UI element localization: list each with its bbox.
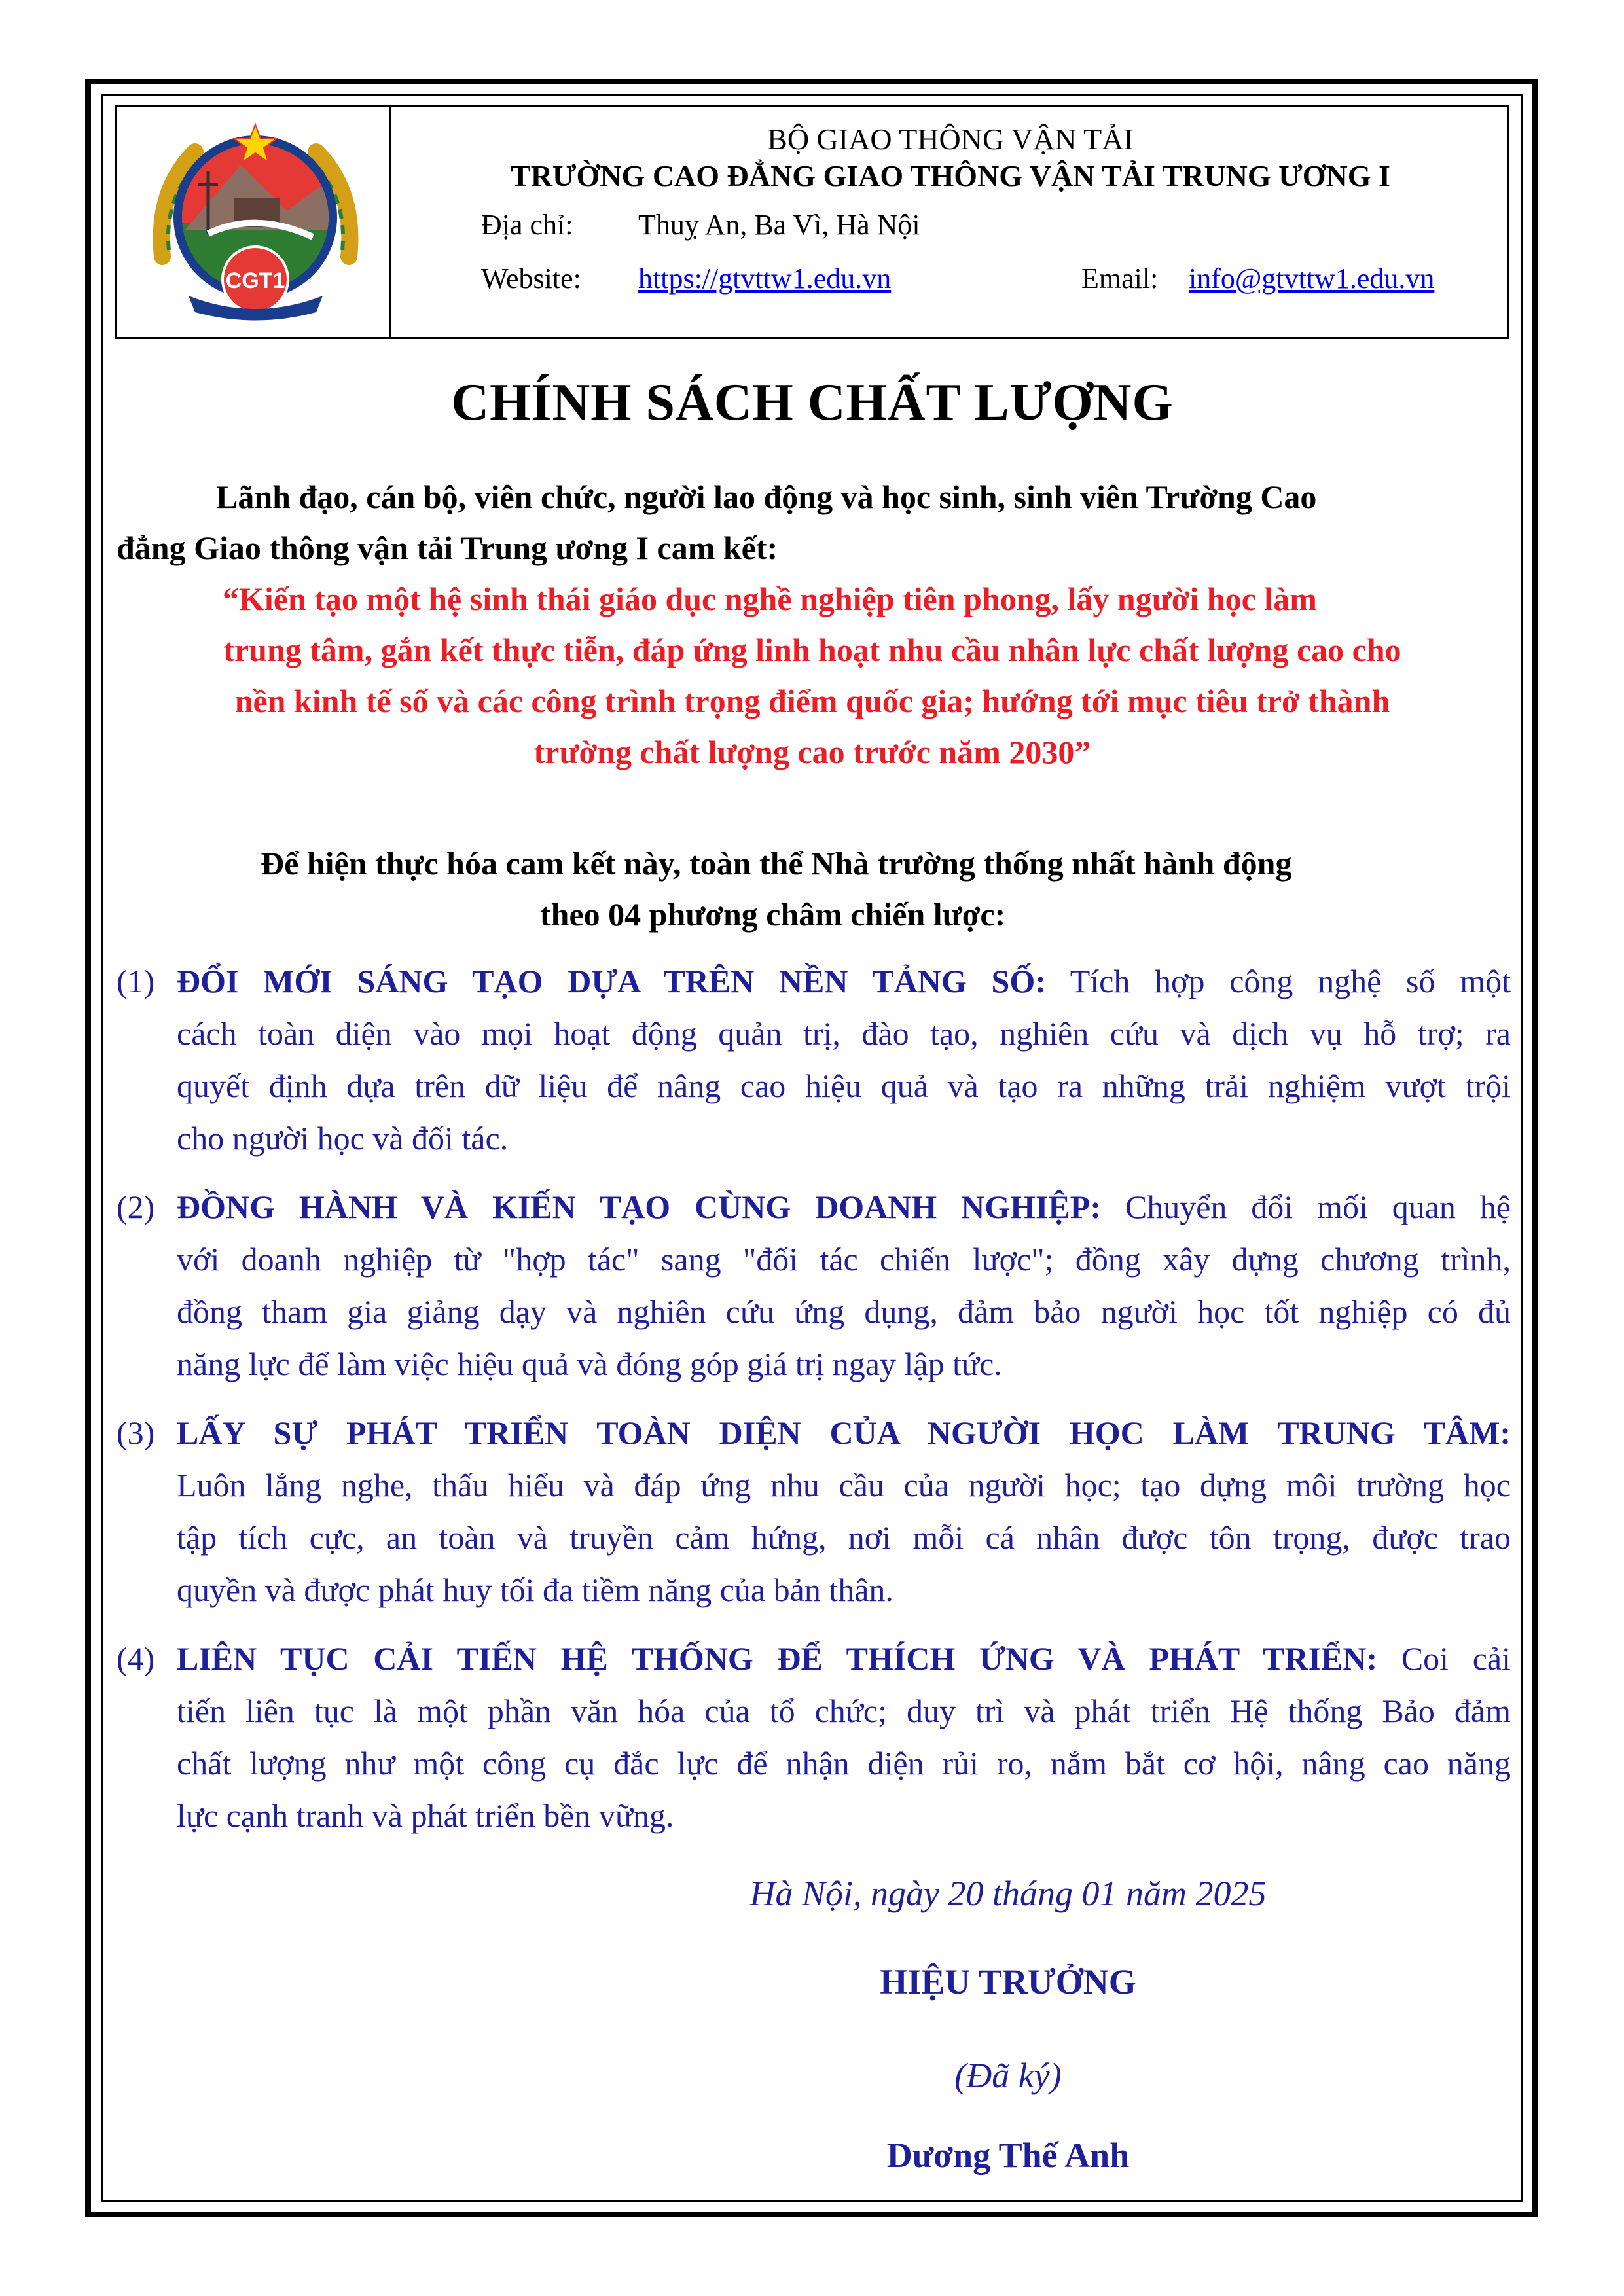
item-2-heading: ĐỒNG HÀNH VÀ KIẾN TẠO CÙNG DOANH NGHIỆP: xyxy=(177,1189,1101,1225)
commitment-line-1: “Kiến tạo một hệ sinh thái giáo dục nghề nghiệp tiên phong, lấy người học làm xyxy=(223,581,1317,617)
action-line-2: theo 04 phương châm chiến lược: xyxy=(540,896,1006,933)
address-value: Thuỵ An, Ba Vì, Hà Nội xyxy=(638,209,920,241)
action-line-1: Để hiện thực hóa cam kết này, toàn thể Nhà trường thống nhất hành động xyxy=(261,845,1292,882)
signature-name: Dương Thế Anh xyxy=(886,2136,1130,2175)
school-name: TRƯỜNG CAO ĐẲNG GIAO THÔNG VẬN TẢI TRUNG ƯƠNG I xyxy=(511,159,1390,192)
item-2-line-3: đồng tham gia giảng dạy và nghiên cứu ứng dụng, đảm bảo người học tốt nghiệp có đủ xyxy=(177,1293,1511,1330)
website-link[interactable]: https://gtvttw1.edu.vn xyxy=(638,262,892,295)
item-1-line-1 xyxy=(177,962,1511,1000)
logo-text: CGT1 xyxy=(225,268,285,293)
signature-role: HIỆU TRƯỞNG xyxy=(880,1962,1136,2001)
item-2-line-1 xyxy=(177,1188,1511,1226)
intro-line-2: đẳng Giao thông vận tải Trung ương I cam kết: xyxy=(117,529,778,566)
item-1-line-2: cách toàn diện vào mọi hoạt động quản trị, đào tạo, nghiên cứu và dịch vụ hỗ trợ; ra xyxy=(177,1015,1511,1052)
item-1-line-4: cho người học và đối tác. xyxy=(177,1120,509,1157)
item-2-first-rest: Chuyển đổi mối quan hệ xyxy=(1100,1189,1511,1225)
item-4-number: (4) xyxy=(117,1640,155,1677)
item-1-number: (1) xyxy=(117,963,155,999)
item-3-number: (3) xyxy=(117,1414,155,1451)
item-1-first-rest: Tích hợp công nghệ số một xyxy=(1045,963,1511,999)
item-3-line-3: tập tích cực, an toàn và truyền cảm hứng, nơi mỗi cá nhân được tôn trọng, được trao xyxy=(177,1519,1511,1556)
address-label: Địa chỉ: xyxy=(481,209,573,241)
item-1-line-3: quyết định dựa trên dữ liệu để nâng cao hiệu quả và tạo ra những trải nghiệm vượt trội xyxy=(177,1067,1511,1104)
item-4-line-3: chất lượng như một công cụ đắc lực để nhận diện rủi ro, nắm bắt cơ hội, nâng cao năng xyxy=(177,1745,1511,1782)
item-4-first-rest: Coi cải xyxy=(1377,1640,1511,1677)
commitment-line-2: trung tâm, gắn kết thực tiễn, đáp ứng linh hoạt nhu cầu nhân lực chất lượng cao cho xyxy=(223,632,1401,668)
commitment-line-3: nền kinh tế số và các công trình trọng điểm quốc gia; hướng tới mục tiêu trở thành xyxy=(234,683,1390,719)
document-title: CHÍNH SÁCH CHẤT LƯỢNG xyxy=(451,374,1174,431)
ministry-name: BỘ GIAO THÔNG VẬN TẢI xyxy=(767,122,1134,156)
item-4-line-1 xyxy=(177,1640,1511,1677)
email-link[interactable]: info@gtvttw1.edu.vn xyxy=(1189,262,1435,295)
item-4-line-4: lực cạnh tranh và phát triển bền vững. xyxy=(177,1797,674,1834)
commitment-line-4: trường chất lượng cao trước năm 2030” xyxy=(533,734,1091,770)
item-3-line-4: quyền và được phát huy tối đa tiềm năng của bản thân. xyxy=(177,1571,893,1608)
item-2-number: (2) xyxy=(117,1189,155,1225)
website-label: Website: xyxy=(481,262,581,295)
item-4-heading: LIÊN TỤC CẢI TIẾN HỆ THỐNG ĐỂ THÍCH ỨNG VÀ PHÁT TRIỂN: xyxy=(177,1640,1378,1677)
signature-date: Hà Nội, ngày 20 tháng 01 năm 2025 xyxy=(749,1874,1267,1913)
item-4-line-2: tiến liên tục là một phần văn hóa của tổ chức; duy trì và phát triển Hệ thống Bảo đảm xyxy=(177,1693,1511,1729)
item-3-line-2: Luôn lắng nghe, thấu hiểu và đáp ứng nhu cầu của người học; tạo dựng môi trường học xyxy=(177,1467,1511,1503)
item-3-heading: LẤY SỰ PHÁT TRIỂN TOÀN DIỆN CỦA NGƯỜI HỌC LÀM TRUNG TÂM: xyxy=(177,1414,1511,1451)
intro-line-1: Lãnh đạo, cán bộ, viên chức, người lao động và học sinh, sinh viên Trường Cao xyxy=(216,478,1317,515)
email-label: Email: xyxy=(1081,262,1159,295)
school-logo xyxy=(143,119,369,329)
signature-signed: (Đã ký) xyxy=(954,2056,1062,2095)
item-1-heading: ĐỔI MỚI SÁNG TẠO DỰA TRÊN NỀN TẢNG SỐ: xyxy=(177,963,1046,999)
item-2-line-4: năng lực để làm việc hiệu quả và đóng góp giá trị ngay lập tức. xyxy=(177,1346,1002,1382)
item-3-line-1 xyxy=(177,1414,1511,1452)
item-2-line-2: với doanh nghiệp từ "hợp tác" sang "đối tác chiến lược"; đồng xây dựng chương trình, xyxy=(177,1241,1511,1278)
